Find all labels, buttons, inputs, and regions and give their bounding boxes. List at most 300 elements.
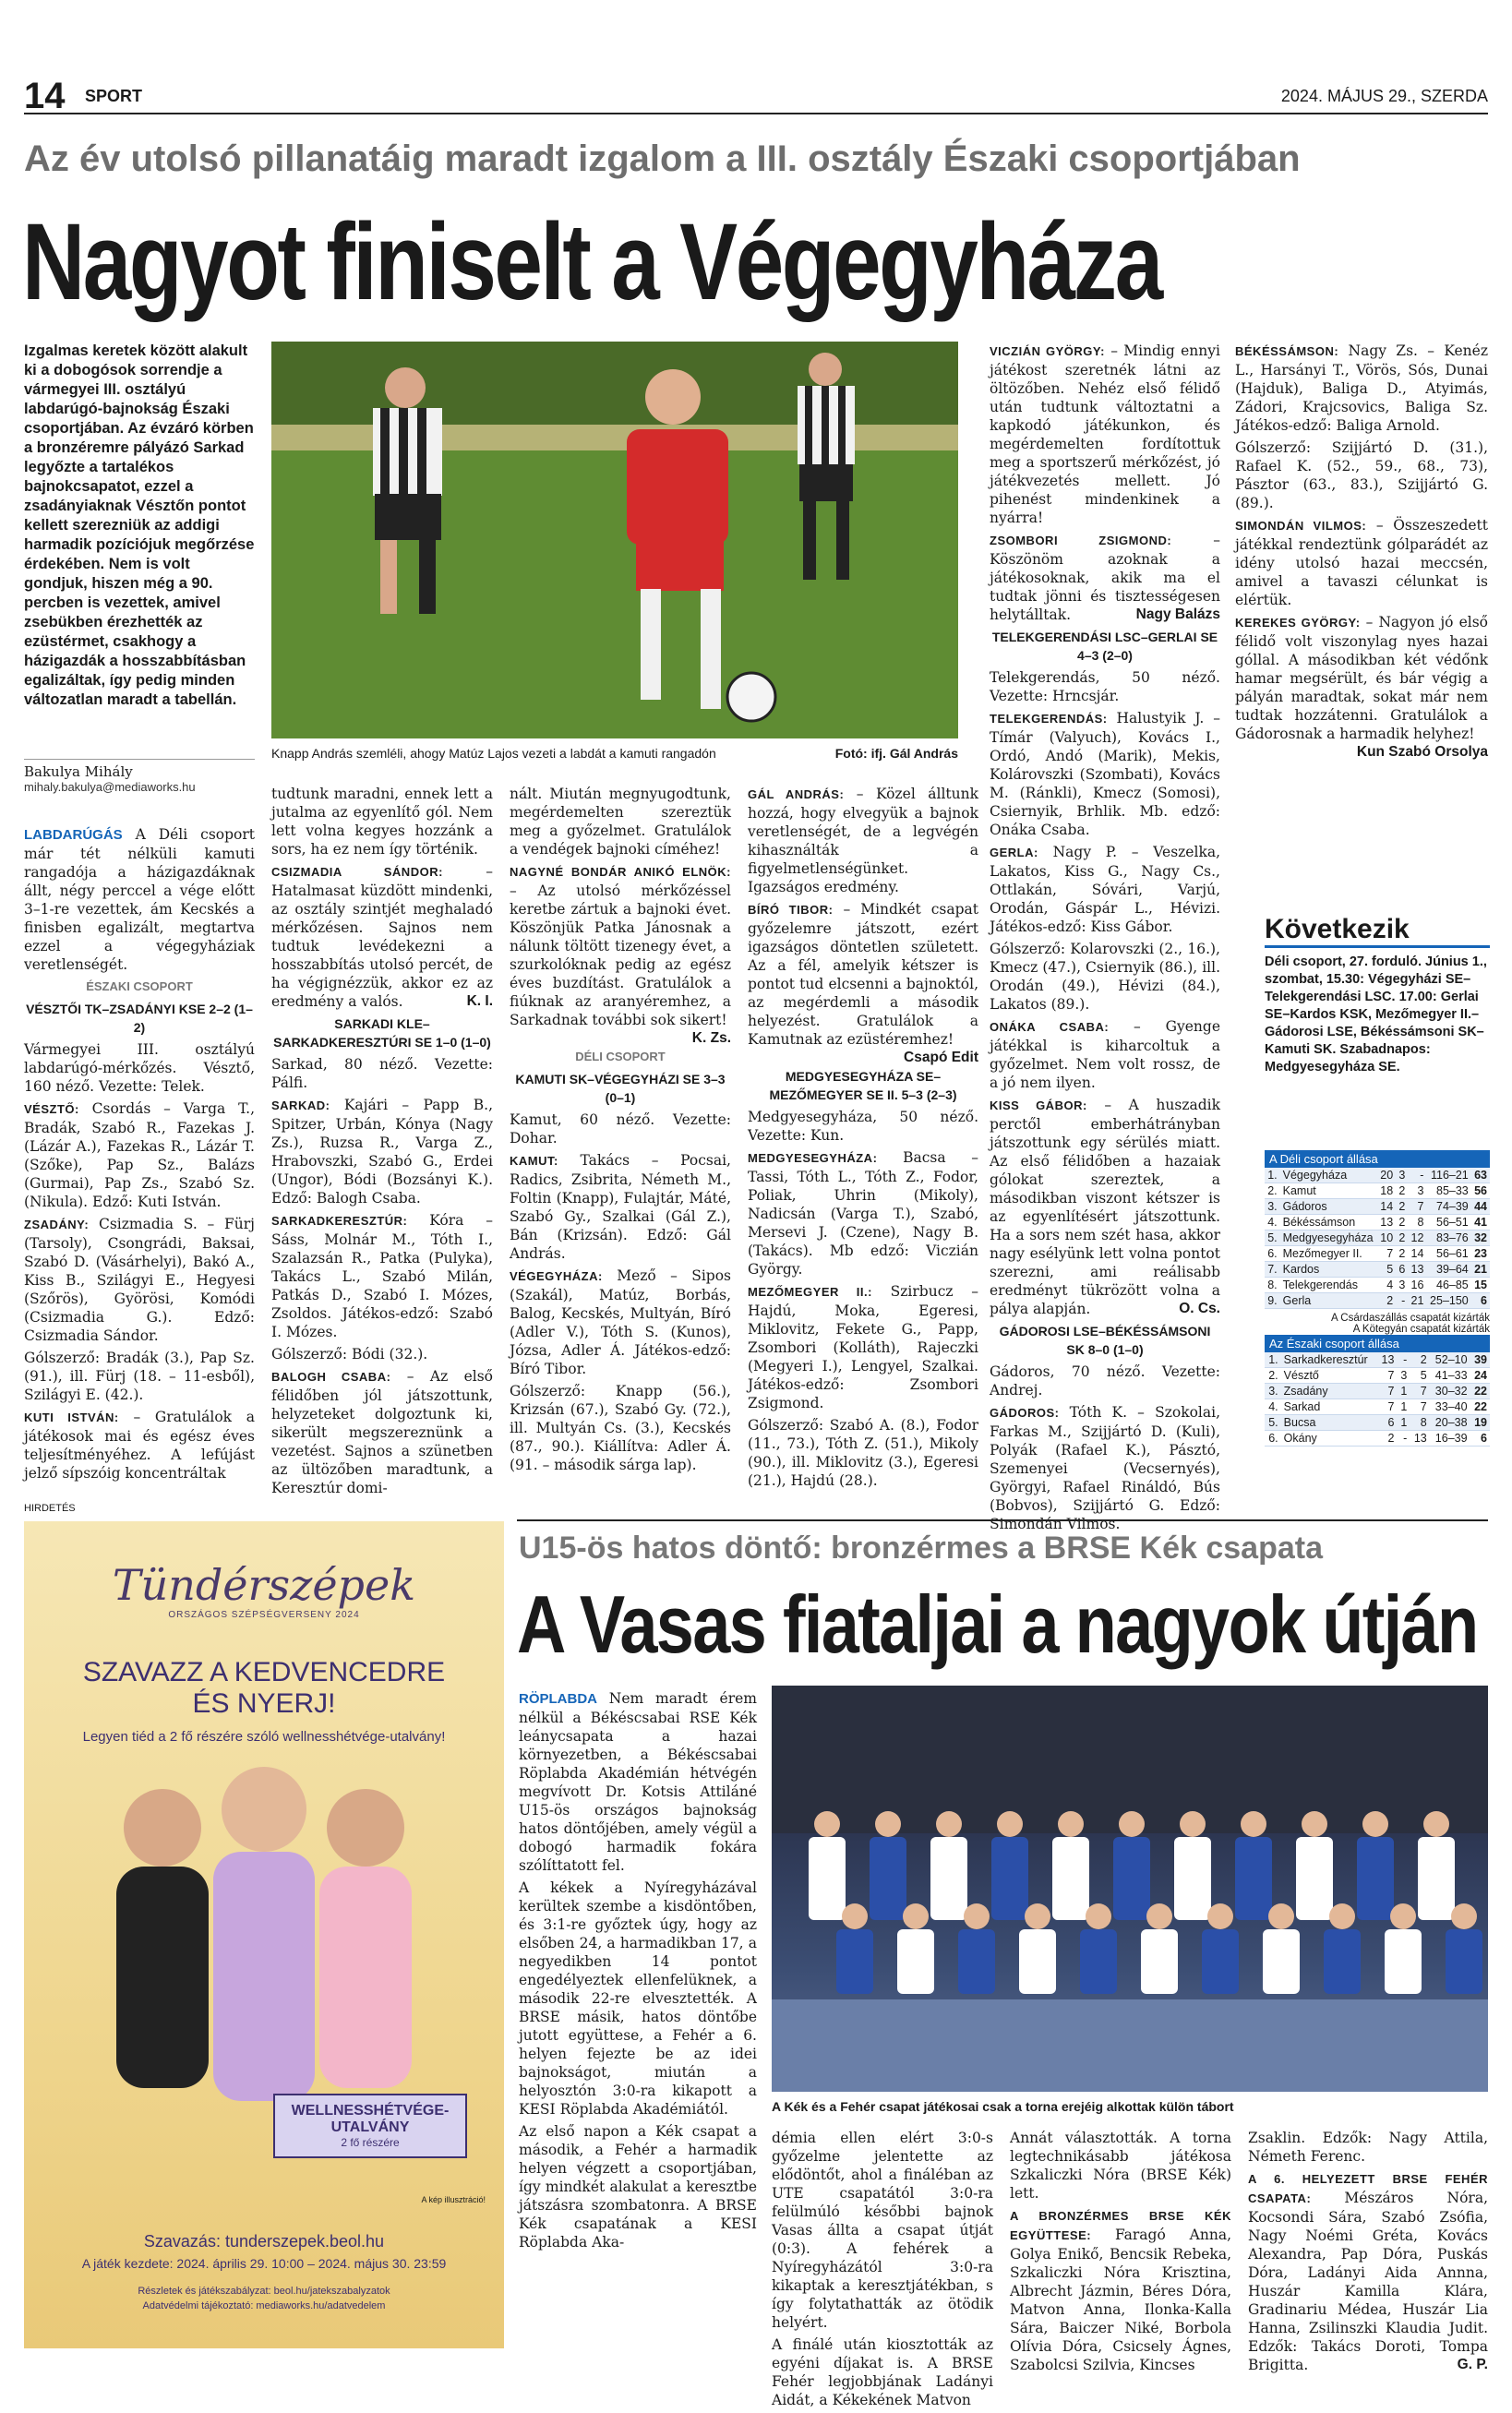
standings-cell: 5. [1265, 1231, 1280, 1246]
ad-voucher-line2: UTALVÁNY [330, 2119, 410, 2135]
standings-cell: 32 [1471, 1231, 1490, 1246]
standings-row [1265, 1415, 1490, 1431]
match3-sign: Csapó Edit [904, 1050, 978, 1065]
match3-team2-lineup: Mező – Sipos (Szakál), Matúz, Borbás, Balog, Kecskés, Multyán, Bíró (Adler V.), Tóth S. (Kunos), Józsa, Adler Á. Játékos-edző: Bíró Tibor. [510, 1267, 731, 1377]
standings-note2: A Kötegyán csapatát kizárták [1352, 1324, 1490, 1335]
team-name: Sarkad [1281, 1399, 1377, 1415]
player-body [1296, 1837, 1333, 1920]
match4-team2-label: MEZŐMEGYER II.: [748, 1285, 872, 1299]
standings-row [1265, 1293, 1490, 1309]
standings-south-title: A Déli csoport állása [1265, 1150, 1490, 1168]
standings-cell: 52–10 [1430, 1352, 1470, 1368]
player-head [997, 1811, 1023, 1837]
match6-team2-label: BÉKÉSSÁMSON: [1235, 344, 1339, 358]
match5-team2-lineup: Nagy P. – Veszelka, Lakatos, Kiss G., Nagy Cs., Ottlakán, Sóvári, Varjú, Orodán, Gáspár L., Hévizi. Játékos-edző: Kiss Gábor. [990, 844, 1221, 935]
standings-cell: 30–32 [1430, 1384, 1470, 1399]
standings-cell: 5 [1410, 1368, 1429, 1384]
standings-cell: 3 [1396, 1278, 1408, 1293]
next-round-box [1265, 914, 1490, 1076]
standings-row [1265, 1431, 1490, 1447]
player-head [1390, 1903, 1416, 1929]
standings-cell: 1 [1397, 1415, 1410, 1431]
match1-quote1-speaker: KUTI ISTVÁN: [24, 1411, 119, 1424]
standings-cell: 4 [1377, 1278, 1396, 1293]
match1-team1-label: VÉSZTŐ: [24, 1102, 79, 1116]
match3-quote2: – Mindkét csapat győzelemre játszott, ezért igazságos döntetlen született. Az a fél, amelyik kétszer is pontot tud elcsenni a bajnoktól, az megérdemli a második helyezést. Gratulálok a Kamutnak az ezüstéremhez! [748, 901, 978, 1048]
bronze-team-label: A BRONZÉRMES BRSE KÉK EGYÜTTESE: [1010, 2209, 1231, 2242]
intro-text: A Déli csoport már tét nélküli kamuti rangadója a házigazdáknak állt, négy perccel a vége előtt 3–1-re vezettek, ám Kecskés a finisben egalizált, megtartva ezzel a végegyháziak veretlenségét. [24, 826, 255, 973]
standings-cell: 1. [1265, 1168, 1280, 1183]
match1-goals: Gólszerző: Bradák (3.), Pap Sz. (91.), ill. Fürj (18. – 11-esből), Szilágyi E. (42.). [24, 1350, 255, 1403]
article2-col2 [772, 2129, 993, 2413]
standings-cell: 6. [1265, 1246, 1280, 1262]
player-body [809, 1837, 846, 1920]
match1-quote2-speaker: CSIZMADIA SÁNDOR: [271, 865, 443, 879]
team-name: Mezőmegyer II. [1280, 1246, 1377, 1262]
match2-sign: K. Zs. [691, 1030, 731, 1046]
match2-team1-lineup: Kajári – Papp B., Spitzer, Urbán, Kónya (Nagy Zs.), Ruzsa R., Varga Z., Hrabovszki, Szabó G., Erdei (Ungor), Bódi (Bozsányi K.). Edző: Balogh Csaba. [271, 1097, 493, 1206]
match4-team2-lineup: Szirbucz – Hajdú, Moka, Egeresi, Miklovitz, Fekete G., Papp, Zsombori (Kolláth), Rajeczki (Megyeri I.), Lengyel, Szalkai. Játékos-edző: Zsombori Zsigmond. [748, 1283, 978, 1411]
player-head [936, 1811, 962, 1837]
article2-col1 [519, 1689, 757, 2255]
standings-cell: 7 [1410, 1399, 1429, 1415]
player-body [1446, 1929, 1482, 1994]
player-body [1141, 1929, 1178, 1994]
player-head [1146, 1903, 1172, 1929]
match6-quote1: – Összeszedett játékkal rendeztünk gólparádét az idény utolsó hazai meccsén, amivel a tavaszi célunkat is elértük. [1235, 517, 1488, 608]
article2-para4: démia ellen elért 3:0-s győzelme jelentette az elődöntőt, ahol a fináléban az UTE csapatától 3:0-ra felülmúló későbbi bajnok Vasas állta a csapat útját (0:3). A fehérek a Nyíregyházától 3:0-ra kikaptak a keresztjátékban, s így folytathatták az ötödik helyért. [772, 2130, 993, 2331]
ad-fine2: Adatvédelmi tájékoztató: mediaworks.hu/adatvedelem [142, 2300, 386, 2311]
player-body [1418, 1837, 1455, 1920]
standings-cell: 3 [1397, 1368, 1410, 1384]
standings-south-table [1265, 1168, 1490, 1309]
standings-row [1265, 1352, 1490, 1368]
standings-cell: 2. [1265, 1183, 1280, 1199]
match3-quote2-speaker: BÍRÓ TIBOR: [748, 903, 834, 917]
standings-cell: 7 [1377, 1246, 1396, 1262]
standings-cell: 21 [1471, 1262, 1490, 1278]
standings-cell: 39–64 [1426, 1262, 1470, 1278]
advertisement[interactable] [24, 1521, 504, 2348]
standings-cell: 22 [1470, 1384, 1490, 1399]
article2-kicker: U15-ös hatos döntő: bronzérmes a BRSE Kék csapata [519, 1531, 1324, 1566]
player-head [1025, 1903, 1050, 1929]
standings-cell: - [1408, 1168, 1426, 1183]
team-name: Kardos [1280, 1262, 1377, 1278]
match1-quote1-cont: tudtunk maradni, ennek lett a jutalma az egyenlítő gól. Nem lett volna kegyes hozzánk a sors, ha ez nem így történik. [271, 786, 493, 858]
standings-cell: 21 [1408, 1293, 1426, 1309]
player-body [836, 1929, 873, 1994]
standings-cell: 46–85 [1426, 1278, 1470, 1293]
photo1-credit: Fotó: ifj. Gál András [834, 746, 958, 761]
issue-date: 2024. MÁJUS 29., SZERDA [1280, 87, 1488, 105]
standings-cell: 85–33 [1426, 1183, 1470, 1199]
standings-cell: 7 [1377, 1384, 1397, 1399]
player-head [1207, 1903, 1233, 1929]
author-email[interactable]: mihaly.bakulya@mediaworks.hu [24, 780, 196, 794]
standings-cell: - [1397, 1352, 1410, 1368]
match6-team1-label: GÁDOROS: [990, 1406, 1060, 1420]
standings-cell: 2 [1396, 1231, 1408, 1246]
standings-cell: 18 [1377, 1183, 1396, 1199]
football-photo [271, 342, 958, 738]
ad-illus-note: A kép illusztráció! [421, 2195, 486, 2204]
player-head [1329, 1903, 1355, 1929]
match6-team2-lineup: Nagy Zs. – Kenéz L., Harsányi T., Vörös, Sós, Dunai (Hajduk), Baliga D., Atyimás, Zádori, Krajcsovics, Baliga Sz. Játékos-edző: Baliga Arnold. [1235, 342, 1488, 434]
standings-cell: 2 [1396, 1183, 1408, 1199]
match5-title: TELEKGERENDÁSI LSC–GERLAI SE 4–3 (2–0) [991, 630, 1218, 663]
match3-quote1-speaker: GÁL ANDRÁS: [748, 787, 845, 801]
player-body [1357, 1837, 1394, 1920]
ad-tag: HIRDETÉS [24, 1503, 76, 1514]
standings-cell: 24 [1470, 1368, 1490, 1384]
standings-cell: 7 [1377, 1399, 1397, 1415]
match4-quote1-speaker: VICZIÁN GYÖRGY: [990, 344, 1105, 358]
player-head [1362, 1811, 1388, 1837]
standings-cell: 9. [1265, 1293, 1280, 1309]
author-name: Bakulya Mihály [24, 763, 133, 780]
player-body [991, 1837, 1028, 1920]
ad-voucher-line1: WELLNESSHÉTVÉGE- [291, 2103, 450, 2119]
standings-cell: 13 [1377, 1352, 1397, 1368]
standings-cell: 1 [1397, 1384, 1410, 1399]
match5-quote1-speaker: ONÁKA CSABA: [990, 1020, 1110, 1034]
standings-cell: 63 [1471, 1168, 1490, 1183]
player-body [1324, 1929, 1361, 1994]
match2-quote1-speaker: BALOGH CSABA: [271, 1370, 391, 1384]
player-body [1052, 1837, 1089, 1920]
team-name: Sarkadkeresztúr [1281, 1352, 1377, 1368]
page-header [24, 78, 1488, 114]
standings-cell: 56–51 [1426, 1215, 1470, 1231]
match1-team2-lineup: Csizmadia S. – Fürj (Tarsoly), Csongrádi, Baksai, Szabó D. (Vásárhelyi), Bakó A., Kiss B., Szilágyi E., Hegyesi (Szőrös), Györösi, Komódi (Csizmadia G.). Edző: Csizmadia Sándor. [24, 1216, 255, 1344]
match2-quote2: – Az utolsó mérkőzéssel keretbe zártuk a bajnoki évet. Köszönjük Patka Jánosnak a nálunk töltött tizenegy évet, a szurkolóknak pedig az egész éves buzdítást. Gratulálok a fiúknak az aranyéremhez, a Sarkadnak további sok sikert! [510, 882, 731, 1028]
article2-para6: Annát választották. A torna legtechnikásabb játékosa Szkaliczki Nóra (BRSE Kék) lett. [1010, 2130, 1231, 2202]
group-south-label: DÉLI CSOPORT [575, 1050, 666, 1063]
match5-goals: Gólszerző: Kolarovszki (2., 16.), Kmecz (47.), Csiernyik (86.), ill. Orodán (49.), Hévizi (84.), Lakatos (89.). [990, 941, 1220, 1013]
match6-quote1-speaker: SIMONDÁN VILMOS: [1235, 519, 1367, 533]
standings-cell: 33–40 [1430, 1399, 1470, 1415]
player-body [1080, 1929, 1117, 1994]
player-body [1019, 1929, 1056, 1994]
football-photo-illustration [271, 342, 958, 738]
match2-quote1: – Az első félidőben jól játszottunk, helyzeteket dolgoztunk ki, sikerült megszereznünk a vezetést. Sajnos a szünetben az ültözőben maradtunk, a Keresztúr domi- [271, 1368, 493, 1496]
ad-voucher [273, 2094, 467, 2158]
article1-lead: Izgalmas keretek között alakult ki a dobogósok sorrendje a vármegyei III. osztályú labdarúgó-bajnokság Északi csoportjában. Az évzáró körben a bronzéremre pályázó Sarkad legyőzte a tartalékos bajnokcsapatot, ezzel a zsadányiaknak Vésztőn pontot kellett szerezniük az addigi harmadik pozíciójuk megőrzése érdekében. Nem is volt gondjuk, hiszen még a 90. percben is vezettek, amivel zsebükben érezhették az ezüstérmet, csakhogy a házigazdák a hosszabbításban egalizáltak, így pedig minden változatlan maradt a tabellán. [24, 342, 255, 708]
standings-note1: A Csárdaszállás csapatát kizárták [1331, 1313, 1490, 1324]
team-name: Telekgerendás [1280, 1278, 1377, 1293]
match2-goals: Gólszerző: Bódi (32.). [271, 1346, 428, 1363]
standings-cell: 41 [1471, 1215, 1490, 1231]
standings-row [1265, 1199, 1490, 1215]
match1-info: Vármegyei III. osztályú labdarúgó-mérkőzés. Vésztő, 160 néző. Vezette: Telek. [24, 1041, 255, 1095]
match4-sign: Nagy Balázs [1135, 606, 1220, 622]
player-head [1058, 1811, 1084, 1837]
standings-cell: 3 [1408, 1183, 1426, 1199]
player-head [964, 1903, 990, 1929]
match2-info: Sarkad, 80 néző. Vezette: Pálfi. [271, 1056, 493, 1091]
player-head [1180, 1811, 1206, 1837]
standings-cell: 14 [1377, 1199, 1396, 1215]
ad-headline2: ÉS NYERJ! [192, 1688, 336, 1719]
player-head [1451, 1903, 1477, 1929]
player-head [903, 1903, 929, 1929]
standings-cell: 41–33 [1430, 1368, 1470, 1384]
standings-row [1265, 1368, 1490, 1384]
photo1-caption-row [271, 746, 958, 761]
standings-cell: 1. [1265, 1352, 1281, 1368]
player-head [875, 1811, 901, 1837]
standings-cell: 6 [1470, 1431, 1490, 1447]
standings-cell: 2. [1265, 1368, 1281, 1384]
section-name: SPORT [85, 87, 143, 105]
match4-team1-label: MEDGYESEGYHÁZA: [748, 1151, 878, 1165]
team-name: Medgyesegyháza [1280, 1231, 1377, 1246]
match1-title: VÉSZTŐI TK–ZSADÁNYI KSE 2–2 (1–2) [26, 1002, 253, 1035]
group-north-label: ÉSZAKI CSOPORT [86, 979, 193, 993]
ad-subline: Legyen tiéd a 2 fő részére szóló wellnesshétvége-utalvány! [82, 1729, 446, 1745]
standings-cell: 7. [1265, 1262, 1280, 1278]
sixth-team-roster: Mészáros Nóra, Kocsondi Sára, Szabó Zsófia, Nagy Noémi Gréta, Kovács Alexandra, Pap Dóra, Puskás Dóra, Ladányi Aida Annna, Huszár Kamilla Klára, Gradinariu Médea, Huszár Lia Hanna, Zsilinszki Klaudia Judit. Edzők: Takács Doroti, Tompa Brigitta. [1248, 2190, 1488, 2373]
article2-para3: Az első napon a Kék csapat a második, a Fehér a harmadik helyen végzett a csoportjában, így mindkét alakulat a keresztbe játszásra szombatonra. A BRSE Kék csapatának a KESI Röplabda Aka- [519, 2123, 757, 2251]
standings-cell: - [1396, 1293, 1408, 1309]
standings-cell: 22 [1470, 1399, 1490, 1415]
standings-cell: 20 [1377, 1168, 1396, 1183]
match6-info: Gádoros, 70 néző. Vezette: Andrej. [990, 1363, 1220, 1399]
standings-cell: 2 [1377, 1431, 1397, 1447]
match5-sign: O. Cs. [1179, 1301, 1220, 1316]
team-name: Vésztő [1281, 1368, 1377, 1384]
article2-para2: A kékek a Nyíregyházával kerültek szembe a kisdöntőben, és 3:1-re győztek úgy, hogy az elsőben 24, a harmadikban 17, a negyedikben 14 pontot engedélyeztek ellenfelüknek, a második 22-re elvesztették. A BRSE másik, hatos döntőbe jutott együttese, a Fehér a 6. helyen fejezte be az idei bajnokságot, miután a helyosztón 3:0-ra kikapott a KESI Röplabda Akadémiától. [519, 1879, 757, 2118]
page-number: 14 [24, 76, 66, 116]
match1-sign: K. I. [466, 993, 493, 1009]
team-name: Gerla [1280, 1293, 1377, 1309]
standings-north [1265, 1335, 1490, 1447]
match1-team1-lineup: Csordás – Varga T., Bradák, Szabó R., Fazekas J. (Lázár A.), Fazekas R., Lázár T. (Szőke), Pap Sz., Balázs (Gurmai), Pap Zs., Szabó Sz. (Nikula). Edző: Kuti István. [24, 1100, 255, 1210]
standings-cell: 8 [1408, 1215, 1426, 1231]
match6-goals: Gólszerző: Szijjártó D. (31.), Rafael K. (52., 59., 68., 73), Pásztor (63., 83.), Szijjártó G. (89.). [1235, 439, 1488, 511]
standings-cell: 16–39 [1430, 1431, 1470, 1447]
standings-cell: 2 [1377, 1293, 1396, 1309]
player-body [930, 1837, 967, 1920]
article1-col3 [510, 785, 731, 1478]
article1-col1 [24, 825, 255, 1486]
match5-team1-label: TELEKGERENDÁS: [990, 712, 1108, 726]
team-name: Bucsa [1281, 1415, 1377, 1431]
article2-col4 [1248, 2129, 1488, 2378]
standings-cell: 15 [1471, 1278, 1490, 1293]
standings-cell: 3 [1396, 1168, 1408, 1183]
match6-sign: Kun Szabó Orsolya [1356, 744, 1488, 760]
match2-quote1-cont: nált. Miután megnyugodtunk, megérdemelten szereztük meg a győzelmet. Gratulálok a vendégek bajnoki címéhez! [510, 786, 731, 858]
match3-team2-label: VÉGEGYHÁZA: [510, 1269, 603, 1283]
volleyball-team-illustration [772, 1686, 1488, 2092]
standings-row [1265, 1278, 1490, 1293]
article1-col4 [748, 785, 978, 1494]
article1-headline: Nagyot finiselt a Végegyháza [22, 201, 1161, 323]
standings-cell: 23 [1471, 1246, 1490, 1262]
standings-row [1265, 1384, 1490, 1399]
ad-vote-url[interactable]: Szavazás: tunderszepek.beol.hu [143, 2232, 385, 2251]
standings-cell: 13 [1410, 1431, 1429, 1447]
match5-info: Telekgerendás, 50 néző. Vezette: Hrncsjár. [990, 669, 1220, 704]
section-label: LABDARÚGÁS [24, 827, 123, 843]
volleyball-team-photo [772, 1686, 1488, 2092]
player-body [870, 1837, 906, 1920]
article2-headline: A Vasas fiataljai a nagyok útján [517, 1579, 1478, 1670]
player-head [1119, 1811, 1145, 1837]
ad-logo-sub: ORSZÁGOS SZÉPSÉGVERSENY 2024 [168, 1610, 360, 1620]
team-name: Gádoros [1280, 1199, 1377, 1215]
byline [24, 759, 255, 794]
player-body [1263, 1929, 1300, 1994]
standings-cell: 6 [1471, 1293, 1490, 1309]
standings-cell: 2 [1396, 1215, 1408, 1231]
match5-team2-label: GERLA: [990, 846, 1038, 859]
ad-headline1: SZAVAZZ A KEDVENCEDRE [82, 1657, 446, 1687]
standings-cell: 6. [1265, 1431, 1281, 1447]
player-body [1113, 1837, 1150, 1920]
match5-quote2-speaker: KISS GÁBOR: [990, 1098, 1087, 1112]
standings-cell: 13 [1377, 1215, 1396, 1231]
standings-cell: 3. [1265, 1199, 1280, 1215]
match4-team1-lineup: Bacsa – Tassi, Tóth L., Tóth Z., Fodor, Poliak, Uhrin (Mikoly), Nadicsán (Varga T.), Szabó, Mersevi J. (Czene), Nagy B. (Takács). Mb edző: Viczián György. [748, 1149, 978, 1278]
match4-info: Medgyesegyháza, 50 néző. Vezette: Kun. [748, 1109, 978, 1144]
team-name: Okány [1281, 1431, 1377, 1447]
match3-goals: Gólszerző: Knapp (56.), Krizsán (67.), Szabó Gy. (72.), ill. Multyán Cs. (3.), Kecskés (87., 90.). Kiállítva: Adler Á. (91. – második sárga lap). [510, 1383, 731, 1473]
player-body [1202, 1929, 1239, 1994]
article2-para5: A finálé után kiosztották az egyéni díjakat is. A BRSE Fehér legjobbjának Ladányi Aidát, a Kékekének Matvon [772, 2336, 993, 2408]
standings-cell: 19 [1470, 1415, 1490, 1431]
standings-cell: 2 [1396, 1246, 1408, 1262]
player-body [1385, 1929, 1422, 1994]
match5-quote1: – Gyenge játékkal is kiharcoltuk a győzelmet. Nem volt rossz, de a jó nem ilyen. [990, 1018, 1220, 1091]
photo1-caption: Knapp András szemléli, ahogy Matúz Lajos vezeti a labdát a kamuti rangadón [271, 746, 716, 761]
standings-cell: 3. [1265, 1384, 1281, 1399]
player-body [1235, 1837, 1272, 1920]
standings-cell: 74–39 [1426, 1199, 1470, 1215]
standings-cell: 6 [1396, 1262, 1408, 1278]
match3-title: KAMUTI SK–VÉGEGYHÁZI SE 3–3 (0–1) [515, 1072, 726, 1105]
article2-para7: Zsaklin. Edzők: Nagy Attila, Németh Ferenc. [1248, 2130, 1488, 2165]
standings-row [1265, 1399, 1490, 1415]
standings-cell: 10 [1377, 1231, 1396, 1246]
player-head [1241, 1811, 1266, 1837]
match2-title: SARKADI KLE–SARKADKERESZTÚRI SE 1–0 (1–0) [273, 1016, 491, 1050]
standings-cell: 56–61 [1426, 1246, 1470, 1262]
standings-cell: 56 [1471, 1183, 1490, 1199]
team-name: Békéssámson [1280, 1215, 1377, 1231]
standings-cell: 8 [1410, 1415, 1429, 1431]
player-body [1174, 1837, 1211, 1920]
standings-cell: 5. [1265, 1415, 1281, 1431]
standings-row [1265, 1262, 1490, 1278]
standings-cell: 7 [1377, 1368, 1397, 1384]
match4-title: MEDGYESEGYHÁZA SE–MEZŐMEGYER SE II. 5–3 (2–3) [769, 1069, 957, 1102]
ad-logo: Tündérszépek [112, 1560, 416, 1610]
standings-row [1265, 1231, 1490, 1246]
match3-team1-lineup: Takács – Pocsai, Radics, Zsibrita, Németh M., Foltin (Knapp), Fulajtár, Máté, Szabó Gy., Szalkai (Gál Z.), Bán (Krizsán). Edző: Gál András. [510, 1152, 731, 1262]
standings-cell: 20–38 [1430, 1415, 1470, 1431]
article1-col6 [1235, 342, 1488, 762]
standings-cell: 1 [1397, 1399, 1410, 1415]
photo2-caption: A Kék és a Fehér csapat játékosai csak a torna erejéig alkottak külön tábort [772, 2099, 1234, 2114]
player-head [814, 1811, 840, 1837]
player-head [1086, 1903, 1111, 1929]
standings-cell: 7 [1410, 1384, 1429, 1399]
standings-south [1265, 1150, 1490, 1335]
match1-quote1: – Gratulálok a játékosok mai és egész éves teljesítményéhez. A lefújást jelző sípszóig koncentráltak [24, 1409, 255, 1482]
team-name: Zsadány [1281, 1384, 1377, 1399]
match2-quote2-speaker: NAGYNÉ BONDÁR ANIKÓ ELNÖK: [510, 865, 731, 879]
player-body [958, 1929, 995, 1994]
article2-sign: G. P. [1457, 2357, 1488, 2372]
article1-kicker: Az év utolsó pillanatáig maradt izgalom a III. osztály Északi csoportjában [24, 138, 1301, 179]
standings-cell: 4. [1265, 1399, 1281, 1415]
standings-row [1265, 1215, 1490, 1231]
standings-row [1265, 1246, 1490, 1262]
match4-quote1: – Mindig ennyi játékost szeretnék látni az öltözőben. Nehéz első félidő után tudtunk változtatni a kapkodó játékunkon, és megérdemelten fordítottuk meg a sportszerű mérkőzést, jó játékvezetés mellett. Jó pihenést mindenkinek a nyárra! [990, 342, 1220, 526]
team-name: Végegyháza [1280, 1168, 1377, 1183]
standings-row [1265, 1183, 1490, 1199]
match1-quote2: – Hatalmasat küzdött mindenki, az osztály szintjét meghaladó mérkőzésen. Sajnos nem tudtuk levédekezni a hosszabbítás utolsó percét, de ha végignézzük, akkor ez az eredmény a valós. [271, 863, 493, 1010]
standings-cell: 14 [1408, 1246, 1426, 1262]
standings-cell: 116–21 [1426, 1168, 1470, 1183]
standings-cell: 16 [1408, 1278, 1426, 1293]
match3-quote1: – Közel álltunk hozzá, hogy elvegyük a bajnok veretlenségét, de a legvégén kihasználták a figyelmetlenségünket. Igazságos eredmény. [748, 786, 978, 895]
standings-cell: 83–76 [1426, 1231, 1470, 1246]
standings-north-title: Az Északi csoport állása [1265, 1335, 1490, 1352]
standings-north-table [1265, 1352, 1490, 1447]
standings-cell: 8. [1265, 1278, 1280, 1293]
match3-info: Kamut, 60 néző. Vezette: Dohar. [510, 1111, 731, 1146]
ad-voucher-line3: 2 fő részére [341, 2136, 400, 2149]
match6-quote2: – Nagyon jó első félidő volt viszonylag nyes hazai góllal. A másodikban két védőnk hamar megsérült, és bár végig a pályán maradtak, sokat már nem tudtak hozzátenni. Gratulálok a Gádorosnak a harmadik helyhez! [1235, 614, 1488, 742]
match5-quote2: – A huszadik perctől emberhátrányban játszottunk egy sérülés miatt. Az első félidőben a hazaiak gólokat szereztek, a másodikban viszont kétszer is az egyenlítésért játszottunk. Ha a sors nem szét hasa, akkor nagy esélyünk lett volna pontot szerezni, ami reálisabb eredményt tükrözött volna a pálya alapján. [990, 1097, 1220, 1317]
standings-cell: - [1397, 1431, 1410, 1447]
next-round-title: Következik [1265, 914, 1490, 948]
match6-team1-lineup: Tóth K. – Szokolai, Farkas M., Szijjártó D. (Kuli), Polyák (Rafael K.), Pásztó, Szemenyei (Vecsernyés), Györgyi, Rafael Rináldó, Bús (Bobvos), Szijjártó G. Edző: Simondán Vilmos. [990, 1404, 1221, 1532]
standings-cell: 5 [1377, 1262, 1396, 1278]
player-head [842, 1903, 868, 1929]
standings-cell: 2 [1396, 1199, 1408, 1215]
team-name: Kamut [1280, 1183, 1377, 1199]
match2-team2-label: SARKADKERESZTÚR: [271, 1214, 408, 1228]
match4-goals: Gólszerző: Szabó A. (8.), Fodor (11., 73.), Tóth Z. (51.), Mikoly (90.), ill. Miklovitz (3.), Egeresi (21.), Hajdú (28.). [748, 1417, 978, 1489]
ad-models-illustration [24, 1754, 504, 2142]
player-head [1423, 1811, 1449, 1837]
player-head [1268, 1903, 1294, 1929]
match4-quote2-speaker: ZSOMBORI ZSIGMOND: [990, 534, 1172, 547]
match6-title: GÁDOROSI LSE–BÉKÉSSÁMSONI SK 8–0 (1–0) [999, 1324, 1211, 1357]
match4-quote2: – Köszönöm azoknak a játékosoknak, akik ma el tudtak jönni és tisztességesen helytálltak. [990, 532, 1220, 623]
match5-team1-lineup: Halustyik J. – Tímár (Valyuch), Kovács I., Ordó, Andó (Marik), Mekis, Kolárovszki (Szombati), Kovács M. (Ránkli), Kmecz (Somosi), Csiernyik, Brhlik. Mb. edző: Onáka Csaba. [990, 710, 1220, 838]
article2-label: RÖPLABDA [519, 1691, 597, 1707]
standings-cell: 39 [1470, 1352, 1490, 1368]
bronze-team-roster: Faragó Anna, Golya Enikő, Bencsik Rebeka, Szkaliczki Nóra Krisztina, Albrecht Jázmin, Béres Dóra, Matvon Anna, Ilonka-Kalla Sára, Baiczer Niké, Borbola Olívia Dóra, Csicsely Ágnes, Szabolcsi Szilvia, Kincses [1010, 2227, 1231, 2373]
ad-fine1: Részletek és játékszabályzat: beol.hu/jatekszabalyzatok [138, 2286, 390, 2297]
standings-cell: 6 [1377, 1415, 1397, 1431]
match6-quote2-speaker: KEREKES GYÖRGY: [1235, 616, 1361, 630]
player-head [1302, 1811, 1327, 1837]
match2-team2-lineup: Kóra – Sáss, Molnár M., Tóth I., Szalazsán R., Patka (Pulyka), Takács L., Szabó Milán, Patkás D., Szabó I. Mózes, Zsoldos. Játékos-edző: Szabó I. Mózes. [271, 1212, 493, 1340]
article2-col3 [1010, 2129, 1231, 2378]
match2-team1-label: SARKAD: [271, 1098, 330, 1112]
standings-cell: 44 [1471, 1199, 1490, 1215]
sixth-team-label: A 6. HELYEZETT BRSE FEHÉR CSAPATA: [1248, 2172, 1488, 2205]
article2-divider [517, 1519, 1488, 1521]
standings-cell: 25–150 [1426, 1293, 1470, 1309]
